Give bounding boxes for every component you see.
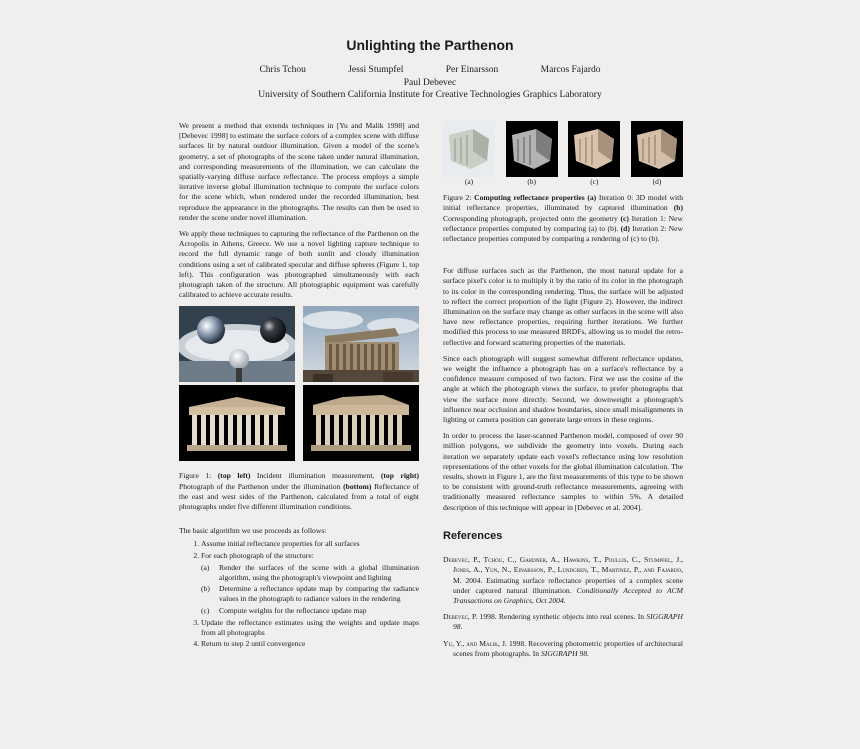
author-name: Per Einarsson (445, 65, 499, 75)
author-name: Paul Debevec (403, 77, 457, 88)
panel-label: (d) (652, 177, 662, 186)
list-item (201, 639, 419, 649)
substep-text: Determine a reflectance update map by comparing the radiance values in the photograph to radiance values in the rendering (219, 584, 419, 604)
substep-label: (a) (201, 562, 210, 572)
caption-bold: (c) (620, 213, 629, 223)
caption-text: Corresponding photograph, projected onto the geometry (443, 213, 621, 223)
list-item (201, 605, 419, 616)
figure-2-panel (443, 121, 495, 187)
figure-2-panel (631, 121, 683, 187)
reference-authors: Debevec, P. (443, 612, 478, 622)
body-paragraph: Since each photograph will suggest somewhat different reflectance updates, we weight the influence a photograph has on a surface's reflectance by a confidence measure composed of two factors. First we use the cosine of the angle at which the photograph views the surface, to prefer photographs that view the surface more directly. Second, we downweight a photograph's influence near occlusion and shadow boundaries, since small misalignments in lighting or camera position can generate large errors in these regions. (443, 353, 683, 425)
substep-label: (c) (201, 605, 210, 615)
abstract-paragraph: We present a method that extends techniques in [Yu and Malik 1998] and [Debevec 1998] to estimate the surface colors of a complex scene with diffuse surfaces lit by natural outdoor illumination. Given a model of the scene's geometry, a set of photographs of the scene taken under natural illumination, and corresponding measurements of the illumination, we can calculate the spatially-varying diffuse surface reflectance. The process employs a simple iterative inverse global illumination technique to compute the surface colors for the scene which, when rendered under the recorded illumination, best reproduce the appearance in the photographs. The results can then be used to render the scene under novel illumination. (179, 121, 419, 222)
list-item (201, 562, 419, 583)
step-text: Assume initial reflectance properties for all surfaces (201, 539, 360, 549)
reference-text: 2004. Estimating surface reflectance properties of a complex scene under captured natural illumination. (453, 575, 683, 595)
reference-item (443, 612, 683, 632)
figure-2-panel (506, 121, 558, 187)
body-paragraph: We apply these techniques to capturing the reflectance of the Parthenon on the Acropolis in Athens, Greece. We use a novel lighting capture technique to record the full dynamic range of both sunlit and cloudy illumination conditions using a set of calibrated specular and diffuse spheres (Figure 1, top left). This configuration was photographed simultaneously with each photograph taken of the structure. All photographic equipment was carefully calibrated to achieve accurate results. (179, 229, 419, 300)
caption-text: Photograph of the Parthenon under the illumination (179, 481, 344, 491)
reference-text: 1998. Rendering synthetic objects into real scenes. In (477, 612, 647, 622)
figure-2-panel (568, 121, 620, 187)
affiliation: University of Southern California Institute for Creative Technologies Graphics Laboratory (258, 90, 602, 100)
iteration-1-render (568, 121, 620, 177)
reference-item (443, 639, 683, 659)
list-item (201, 539, 419, 549)
reference-text: 1998. Recovering photometric properties of architectural scenes from photographs. In (453, 638, 683, 658)
illumination-spheres-photo (179, 306, 295, 382)
parthenon-photo (303, 306, 419, 382)
caption-text: Iteration 0: 3D model with initial reflectance properties, illuminated by captured illumination (443, 193, 683, 213)
reference-authors: Yu, Y., and Malik, J. (443, 638, 507, 648)
figure-2-caption (443, 193, 683, 244)
list-item (201, 551, 419, 616)
substep-label: (b) (201, 584, 210, 594)
algorithm-intro: The basic algorithm we use proceeds as follows: (179, 526, 327, 536)
iteration-2-render (631, 121, 683, 177)
projected-photo (506, 121, 558, 177)
list-item (201, 618, 419, 638)
substep-text: Compute weights for the reflectance update map (219, 605, 367, 615)
paper-title: Unlighting the Parthenon (346, 37, 514, 53)
caption-bold: (top left) (217, 471, 251, 481)
east-reflectance-render (179, 385, 295, 461)
caption-bold: (b) (673, 203, 683, 213)
caption-text: Figure 1: (179, 471, 218, 481)
sub-steps (201, 563, 419, 616)
right-column (443, 121, 683, 665)
caption-bold: Computing reflectance properties (a) (474, 193, 597, 203)
body-paragraph: In order to process the laser-scanned Parthenon model, composed of over 90 million polygons, we subdivide the geometry into voxels. During each iteration we separately update each voxel's reflectance using low resolution representations of the other voxels for the global illumination calculation. The results, shown in Figure 1, are the first measurements of this type to be shown to be consistent with ground-truth reflectance measurements, agreeing with traditionally measured reflectance samples to within 5%. A detailed description of this technique will appear in [Debevec et al. 2004]. (443, 431, 683, 512)
author-name: Marcos Fajardo (540, 65, 601, 75)
step-text: For each photograph of the structure: (201, 550, 314, 560)
figure-1-caption (179, 471, 419, 512)
panel-label: (b) (527, 177, 536, 186)
caption-bold: (bottom) (343, 481, 372, 491)
caption-bold: (d) (620, 223, 630, 233)
panel-label: (c) (590, 177, 599, 186)
body-paragraph: For diffuse surfaces such as the Parthenon, the most natural update for a surface pixel's color is to multiply it by the ratio of its color in the photograph to its color in the corresponding rendering. Thus, the surface will be adjusted to reflect the correct proportion of the light (Figure 2). However, the indirect illumination on the surface may change as other surfaces in the scene will also have new reflectance properties, requiring further iterations. We further modified this process to use measured BRDFs, allowing us to model the retro-reflective and forward scattering properties of the materials. (443, 266, 683, 347)
caption-text: Reflectance of the east and west sides of the Parthenon, calculated from a total of eight photographs under five different illumination conditions. (179, 481, 419, 512)
figure-2 (443, 121, 683, 187)
step-text: Return to step 2 until convergence (201, 639, 306, 649)
caption-bold: (top right) (380, 471, 420, 481)
reference-venue: SIGGRAPH 98. (540, 648, 590, 658)
caption-text: Incident illumination measurement, (250, 471, 381, 481)
caption-text: Figure 2: (443, 193, 475, 203)
reference-item (443, 555, 683, 606)
references-heading: References (443, 529, 503, 542)
algorithm-steps (179, 539, 419, 649)
caption-text: Iteration 1: New reflectance properties computed by comparing (a) to (b). (443, 213, 683, 233)
substep-text: Render the surfaces of the scene with a global illumination algorithm, using the photograph's viewpoint and lighting (219, 562, 419, 583)
reference-authors: Debevec, P., Tchou, C., Gardner, A., Hawkins, T., Poullis, C., Stumpfel, J., Jones, A., Yun, N., Einarsson, P., Lundgren, T., Martinez, P., and Fajardo, M. (443, 555, 683, 585)
author-name: Chris Tchou (259, 65, 306, 75)
west-reflectance-render (303, 385, 419, 461)
iteration-0-render (443, 121, 495, 177)
left-column (179, 121, 419, 651)
author-row (0, 64, 860, 77)
reference-venue: SIGGRAPH 98. (453, 612, 683, 632)
author-name: Jessi Stumpfel (348, 65, 404, 75)
caption-text: Iteration 2: New reflectance properties computed by comparing a rendering of (c) to (b). (443, 223, 683, 244)
list-item (201, 584, 419, 604)
author-block (0, 64, 860, 102)
figure-1 (179, 306, 419, 512)
step-text: Update the reflectance estimates using the weights and update maps from all photographs (201, 617, 419, 638)
panel-label: (a) (464, 177, 474, 186)
reference-venue: Conditionally Accepted to ACM Transactions on Graphics, Oct 2004. (453, 585, 683, 605)
